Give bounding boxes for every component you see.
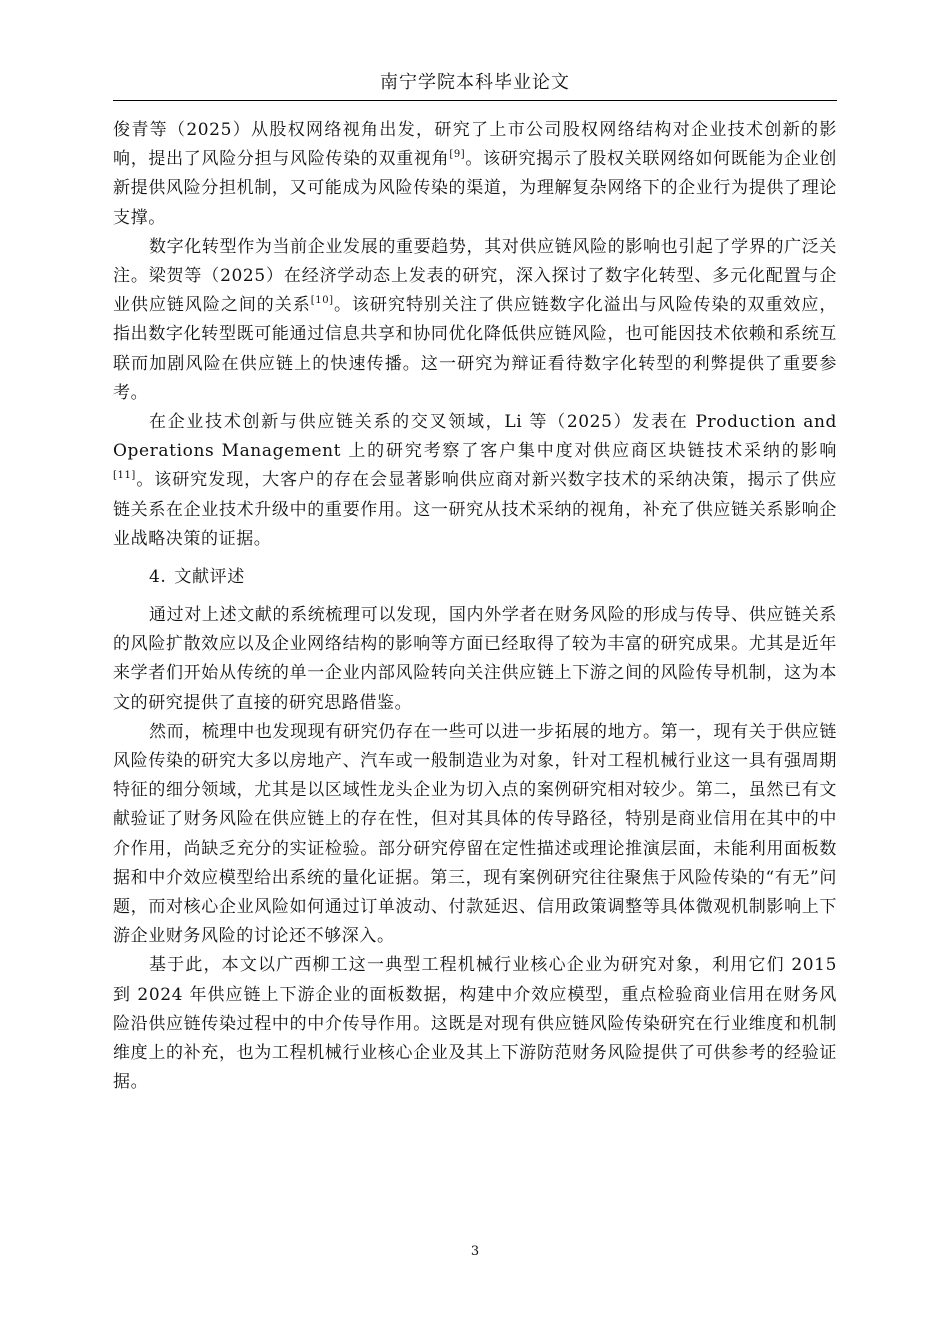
citation-ref: [9] bbox=[449, 149, 466, 161]
paragraph-5: 然而，梳理中也发现现有研究仍存在一些可以进一步拓展的地方。第一，现有关于供应链风险传染的研究大多以房地产、汽车或一般制造业为对象，针对工程机械行业这一具有强周期特征的细分领域，尤其是以区域性龙头企业为切入点的案例研究相对较少。第二，虽然已有文献验证了财务风险在供应链上的存在性，但对其具体的传导路径，特别是商业信用在其中的中介作用，尚缺乏充分的实证检验。部分研究停留在定性描述或理论推演层面，未能利用面板数据和中介效应模型给出系统的量化证据。第三，现有案例研究往往聚焦于风险传染的“有无”问题，而对核心企业风险如何通过订单波动、付款延迟、信用政策调整等具体微观机制影响上下游企业财务风险的讨论还不够深入。 bbox=[113, 721, 837, 947]
paragraph-text: 俊青等（2025）从股权网络视角出发，研究了上市公司股权网络结构对企业技术创新的影响，提出了风险分担与风险传染的双重视角 bbox=[113, 120, 837, 170]
page-number: 3 bbox=[470, 1244, 480, 1259]
paragraph-text: 。该研究发现，大客户的存在会显著影响供应商对新兴数字技术的采纳决策，揭示了供应链关系在企业技术升级中的重要作用。这一研究从技术采纳的视角，补充了供应链关系影响企业战略决策的证据。 bbox=[113, 470, 837, 549]
section-title: 文献评述 bbox=[174, 567, 245, 588]
paragraph-6: 基于此，本文以广西柳工这一典型工程机械行业核心企业为研究对象，利用它们 2015 到 2024 年供应链上下游企业的面板数据，构建中介效应模型，重点检验商业信用在财务风险沿供应链传染过程中的中介传导作用。这既是对现有供应链风险传染研究在行业维度和机制维度上的补充，也为工程机械行业核心企业及其上下游防范财务风险提供了可供参考的经验证据。 bbox=[113, 955, 837, 1093]
paragraph-3 bbox=[113, 408, 837, 554]
running-header: 南宁学院本科毕业论文 bbox=[380, 72, 570, 93]
section-heading bbox=[113, 562, 837, 593]
section-number: 4. bbox=[149, 567, 167, 588]
paragraph-text: 数字化转型作为当前企业发展的重要趋势，其对供应链风险的影响也引起了学界的广泛关注。梁贺等（2025）在经济学动态上发表的研究，深入探讨了数字化转型、多元化配置与企业供应链风险之间的关系 bbox=[113, 236, 837, 316]
header-divider bbox=[113, 100, 837, 101]
paragraph-2 bbox=[113, 233, 837, 408]
paragraph-text: 。该研究特别关注了供应链数字化溢出与风险传染的双重效应，指出数字化转型既可能通过信息共享和协同优化降低供应链风险，也可能因技术依赖和系统互联而加剧风险在供应链上的快速传播。这一研究为辩证看待数字化转型的利弊提供了重要参考。 bbox=[113, 295, 837, 403]
paragraph-4: 通过对上述文献的系统梳理可以发现，国内外学者在财务风险的形成与传导、供应链关系的风险扩散效应以及企业网络结构的影响等方面已经取得了较为丰富的研究成果。尤其是近年来学者们开始从传统的单一企业内部风险转向关注供应链上下游之间的风险传导机制，这为本文的研究提供了直接的研究思路借鉴。 bbox=[113, 605, 837, 713]
body-text bbox=[113, 116, 837, 1098]
paragraph-1 bbox=[113, 116, 837, 233]
paragraph-text: 。该研究揭示了股权关联网络如何既能为企业创新提供风险分担机制，又可能成为风险传染的渠道，为理解复杂网络下的企业行为提供了理论支撑。 bbox=[113, 149, 837, 228]
paragraph-text: 在企业技术创新与供应链关系的交叉领域，Li 等（2025）发表在 Production and Operations Management 上的研究考察了客户集中度对供应商区块链技术采纳的影响 bbox=[113, 412, 837, 462]
citation-ref: [10] bbox=[310, 295, 334, 307]
citation-ref: [11] bbox=[113, 470, 136, 482]
